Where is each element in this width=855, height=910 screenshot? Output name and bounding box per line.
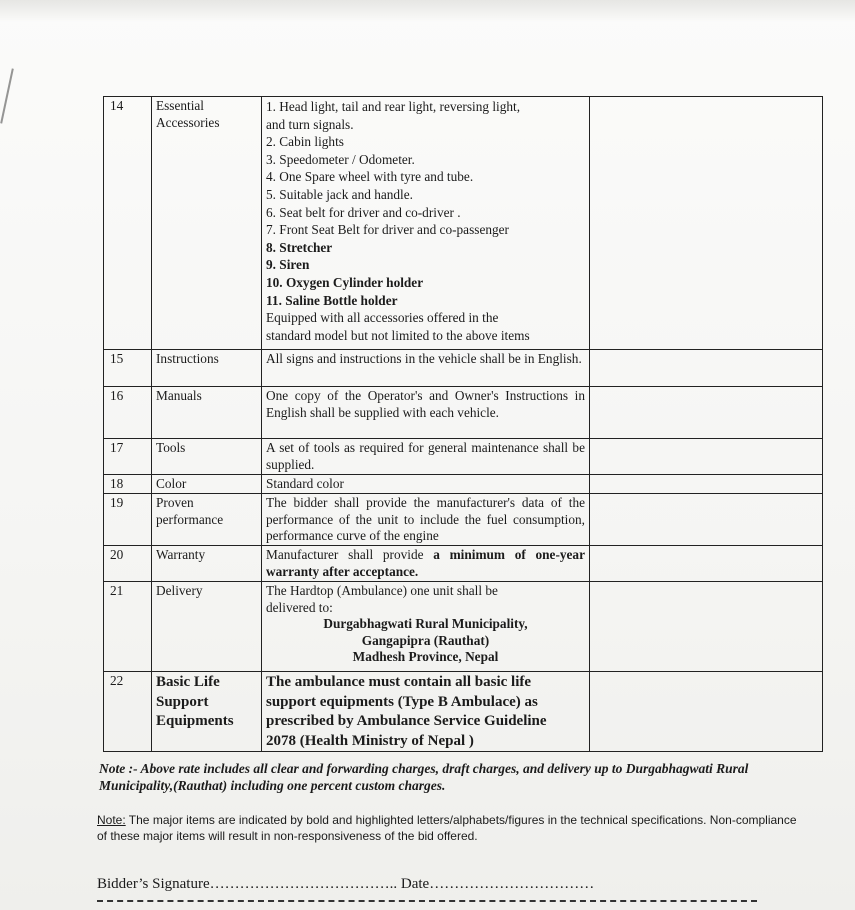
specification-table [103, 96, 823, 752]
row-item: Tools [152, 439, 262, 475]
table-row [104, 350, 823, 387]
desc-text-bold: a minimum of one-year warranty after acceptance. [266, 547, 585, 579]
row-number: 15 [104, 350, 152, 387]
row-item: Delivery [152, 582, 262, 672]
desc-line: The ambulance must contain all basic life [266, 674, 532, 690]
table-row [104, 387, 823, 439]
note-text: The major items are indicated by bold and highlighted letters/alphabets/figures in the technical specifications. Non-compliance of these major items will result in non-responsiveness of the bid offered. [97, 813, 797, 843]
row-number: 20 [104, 546, 152, 582]
dashed-divider [97, 900, 757, 902]
desc-line: Equipped with all accessories offered in the [266, 310, 499, 326]
item-line: Proven [156, 495, 194, 510]
desc-line: 5. Suitable jack and handle. [266, 186, 413, 202]
response-cell [590, 475, 823, 494]
row-item: Warranty [152, 546, 262, 582]
item-line: Basic Life [156, 674, 220, 690]
table-row [104, 439, 823, 475]
row-description: Standard color [262, 475, 590, 494]
table-row [104, 475, 823, 494]
row-item: Manuals [152, 387, 262, 439]
desc-line: 1. Head light, tail and rear light, reversing light, [266, 99, 521, 114]
scan-mark [0, 68, 14, 123]
row-description: One copy of the Operator's and Owner's Instructions in English shall be supplied with each vehicle. [262, 387, 590, 439]
desc-line: 3. Speedometer / Odometer. [266, 151, 415, 167]
delivery-address-line: Durgabhagwati Rural Municipality, [323, 616, 528, 631]
response-cell [590, 546, 823, 582]
row-description [262, 672, 590, 752]
desc-line: 6. Seat belt for driver and co-driver . [266, 204, 461, 220]
item-line: Equipments [156, 713, 234, 729]
row-description: The bidder shall provide the manufacturer's data of the performance of the unit to include the fuel consumption, performance curve of the engine [262, 494, 590, 546]
rate-note: Note :- Above rate includes all clear and forwarding charges, draft charges, and delivery up to Durgabhagwati Rural Municipality,(Rauthat) including one percent custom charges. [99, 761, 749, 793]
item-line: performance [156, 511, 224, 527]
row-item [152, 494, 262, 546]
row-number: 18 [104, 475, 152, 494]
delivery-address-line: Gangapipra (Rauthat) [361, 632, 490, 648]
desc-line: support equipments (Type B Ambulace) as [266, 693, 538, 710]
desc-text: Manufacturer shall provide [266, 547, 434, 562]
table-row [104, 97, 823, 350]
delivery-address-line: Madhesh Province, Nepal [352, 649, 499, 664]
item-line: Accessories [156, 114, 220, 130]
row-number: 14 [104, 97, 152, 350]
scan-shadow [0, 0, 855, 22]
row-description: All signs and instructions in the vehicle shall be in English. [262, 350, 590, 387]
row-description [262, 546, 590, 582]
row-item [152, 672, 262, 752]
desc-line: The Hardtop (Ambulance) one unit shall be [266, 583, 498, 598]
response-cell [590, 494, 823, 546]
desc-line-bold: 10. Oxygen Cylinder holder [266, 274, 424, 290]
note-label: Note: [97, 813, 126, 827]
row-description [262, 97, 590, 350]
row-number: 17 [104, 439, 152, 475]
response-cell [590, 672, 823, 752]
row-number: 21 [104, 582, 152, 672]
table-row [104, 494, 823, 546]
desc-line: standard model but not limited to the above items [266, 327, 530, 343]
row-item [152, 97, 262, 350]
row-number: 16 [104, 387, 152, 439]
response-cell [590, 97, 823, 350]
desc-line-bold: 11. Saline Bottle holder [266, 292, 398, 308]
desc-line: 2. Cabin lights [266, 134, 344, 150]
desc-line: prescribed by Ambulance Service Guideline [266, 713, 547, 729]
desc-line-bold: 9. Siren [266, 257, 310, 273]
response-cell [590, 439, 823, 475]
response-cell [590, 582, 823, 672]
desc-line: 2078 (Health Ministry of Nepal ) [266, 732, 474, 749]
desc-line: 7. Front Seat Belt for driver and co-passenger [266, 222, 509, 238]
row-number: 22 [104, 672, 152, 752]
table-row [104, 672, 823, 752]
row-item: Instructions [152, 350, 262, 387]
row-description [262, 582, 590, 672]
row-description: A set of tools as required for general maintenance shall be supplied. [262, 439, 590, 475]
signature-line: Bidder’s Signature……………………………….. Date…………………………… [97, 876, 595, 892]
major-items-note [97, 812, 797, 844]
item-line: Support [156, 693, 209, 710]
desc-line: delivered to: [266, 599, 333, 615]
table-row [104, 546, 823, 582]
desc-line-bold: 8. Stretcher [266, 239, 333, 255]
desc-line: 4. One Spare wheel with tyre and tube. [266, 169, 474, 185]
row-number: 19 [104, 494, 152, 546]
item-line: Essential [156, 98, 205, 113]
response-cell [590, 350, 823, 387]
desc-line: and turn signals. [266, 116, 354, 132]
response-cell [590, 387, 823, 439]
table-row [104, 582, 823, 672]
row-item: Color [152, 475, 262, 494]
